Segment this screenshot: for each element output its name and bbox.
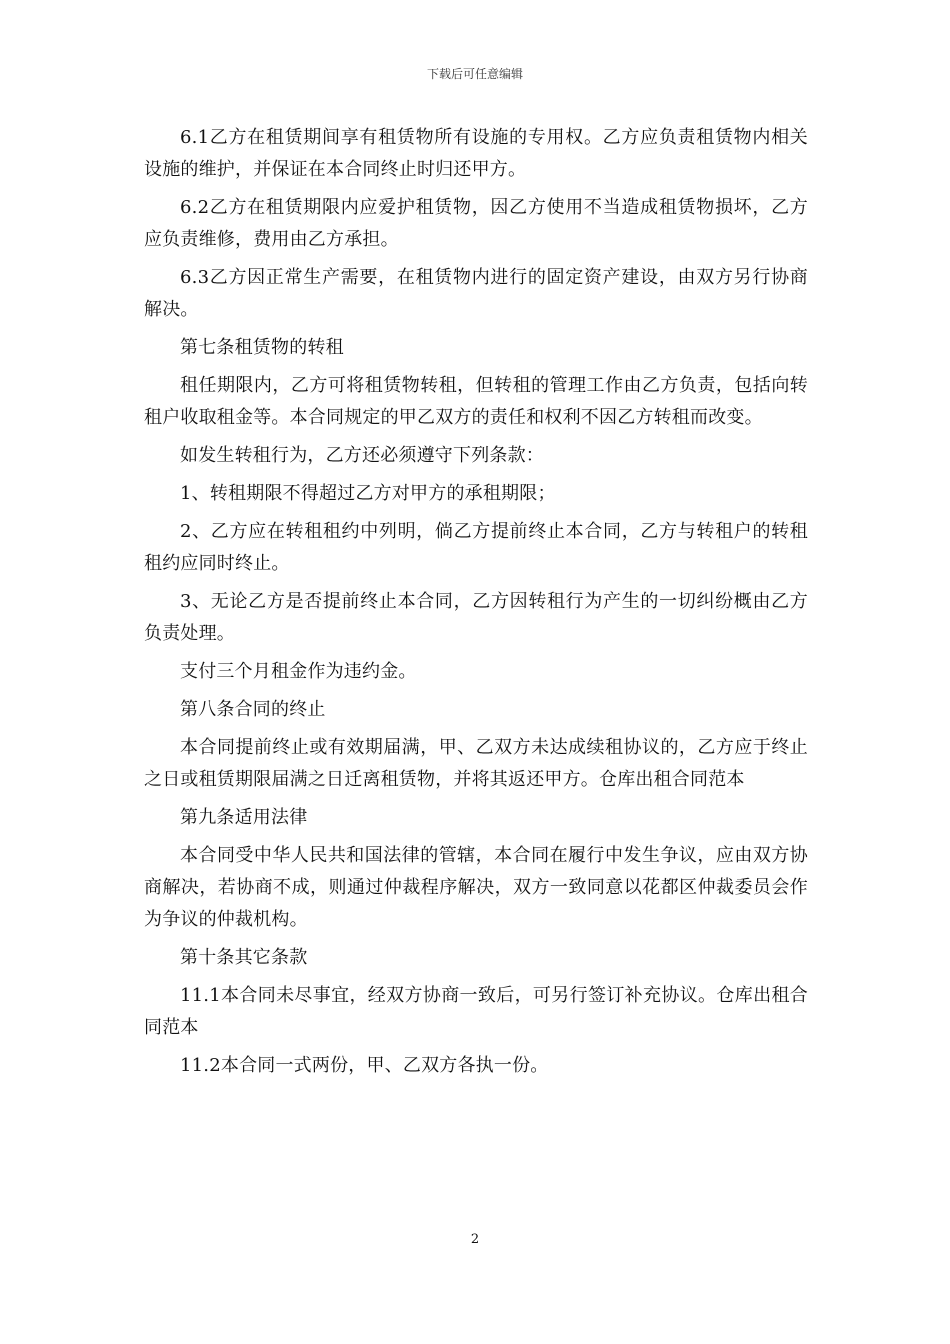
page-number: 2 [470, 1232, 480, 1247]
clause-11-2: 11.2本合同一式两份，甲、乙双方各执一份。 [180, 1055, 549, 1076]
clause-6-1: 6.1乙方在租赁期间享有租赁物所有设施的专用权。乙方应负责租赁物内相关设施的维护，并保证在本合同终止时归还甲方。 [144, 127, 808, 180]
sublease-condition-1: 1、转租期限不得超过乙方对甲方的承租期限； [180, 483, 556, 504]
clause-6-3: 6.3乙方因正常生产需要，在租赁物内进行的固定资产建设，由双方另行协商解决。 [144, 267, 808, 320]
article-10-heading: 第十条其它条款 [180, 947, 308, 968]
sublease-condition-2: 2、乙方应在转租租约中列明，倘乙方提前终止本合同，乙方与转租户的转租租约应同时终止。 [144, 521, 808, 574]
article-7-body: 租任期限内，乙方可将租赁物转租，但转租的管理工作由乙方负责，包括向转租户收取租金等。本合同规定的甲乙双方的责任和权利不因乙方转租而改变。 [144, 375, 808, 428]
document-body [144, 122, 808, 1082]
clause-6-2: 6.2乙方在租赁期限内应爱护租赁物，因乙方使用不当造成租赁物损坏，乙方应负责维修，费用由乙方承担。 [144, 197, 808, 250]
clause-11-1: 11.1本合同未尽事宜，经双方协商一致后，可另行签订补充协议。仓库出租合同范本 [144, 985, 808, 1038]
article-7-heading: 第七条租赁物的转租 [180, 337, 344, 358]
article-9-body: 本合同受中华人民共和国法律的管辖，本合同在履行中发生争议，应由双方协商解决，若协商不成，则通过仲裁程序解决，双方一致同意以花都区仲裁委员会作为争议的仲裁机构。 [144, 845, 808, 930]
article-8-body: 本合同提前终止或有效期届满，甲、乙双方未达成续租协议的，乙方应于终止之日或租赁期限届满之日迁离租赁物，并将其返还甲方。仓库出租合同范本 [144, 737, 808, 790]
article-8-heading: 第八条合同的终止 [180, 699, 326, 720]
penalty-clause: 支付三个月租金作为违约金。 [180, 661, 417, 682]
sublease-condition-3: 3、无论乙方是否提前终止本合同，乙方因转租行为产生的一切纠纷概由乙方负责处理。 [144, 591, 808, 644]
article-9-heading: 第九条适用法律 [180, 807, 308, 828]
sublease-conditions-intro: 如发生转租行为，乙方还必须遵守下列条款： [180, 445, 544, 466]
page-header-note: 下载后可任意编辑 [426, 67, 523, 81]
